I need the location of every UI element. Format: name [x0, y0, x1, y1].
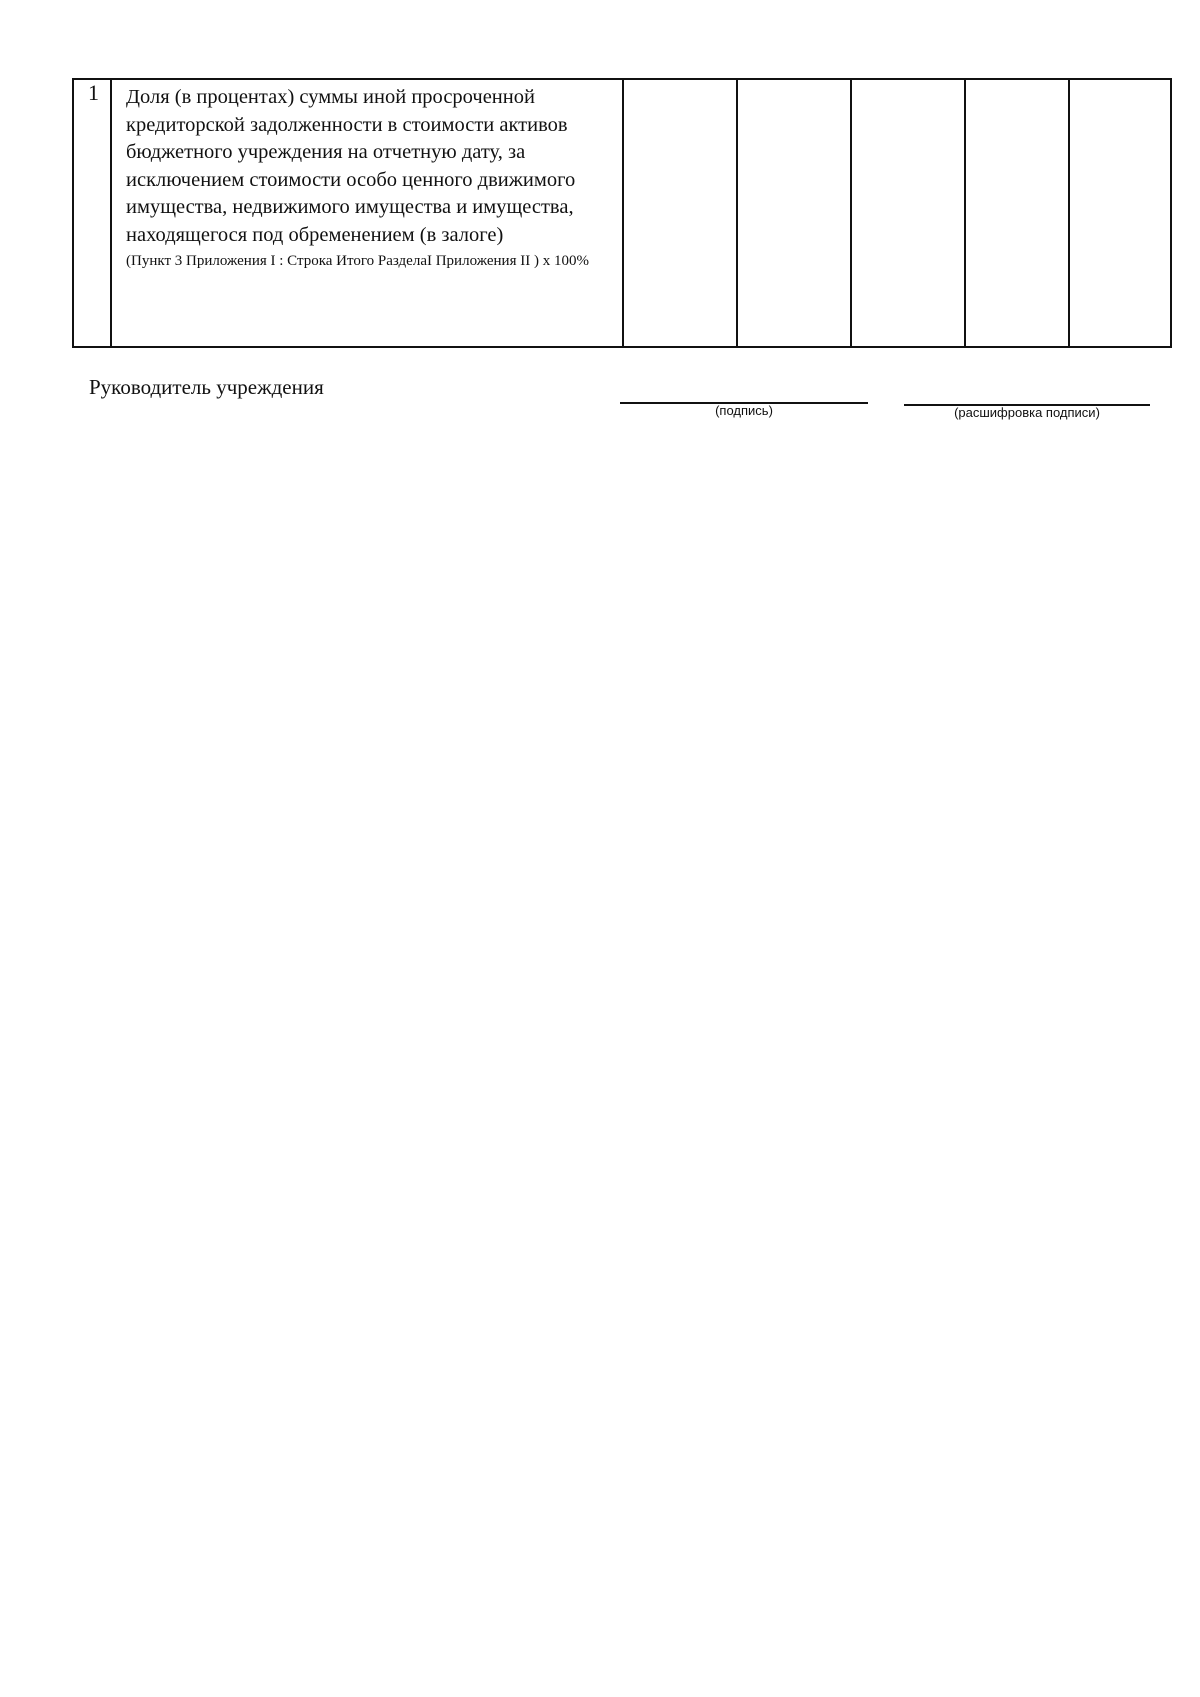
- value-cell-4: [964, 78, 1068, 348]
- row-number: 1: [88, 80, 99, 105]
- row-number-cell: [72, 78, 110, 348]
- signature-decoding-field: [904, 404, 1150, 420]
- description-text: Доля (в процентах) суммы иной просроченной кредиторской задолженности в стоимости активов бюджетного учреждения на отчетную дату, за исключением стоимости особо ценного движимого имущества, недвижимого имущества и имущества, находящегося под обременением (в залоге): [126, 86, 576, 246]
- signature-field: [620, 402, 868, 418]
- value-cell-5: [1068, 78, 1172, 348]
- value-cell-2: [736, 78, 850, 348]
- value-cell-3: [850, 78, 964, 348]
- table-right-border: [1170, 78, 1172, 348]
- value-cell-1: [622, 78, 736, 348]
- head-of-institution-label: Руководитель учреждения: [89, 375, 324, 399]
- formula-note: (Пункт 3 Приложения I : Строка Итого РазделаI Приложения II ) х 100%: [126, 253, 589, 269]
- signature-decoding-caption: (расшифровка подписи): [954, 405, 1100, 420]
- table-bottom-border: [72, 346, 1172, 348]
- description-cell: [110, 78, 622, 348]
- indicator-description: [126, 84, 626, 271]
- indicator-table: [72, 78, 1172, 348]
- signature-caption: (подпись): [715, 403, 773, 418]
